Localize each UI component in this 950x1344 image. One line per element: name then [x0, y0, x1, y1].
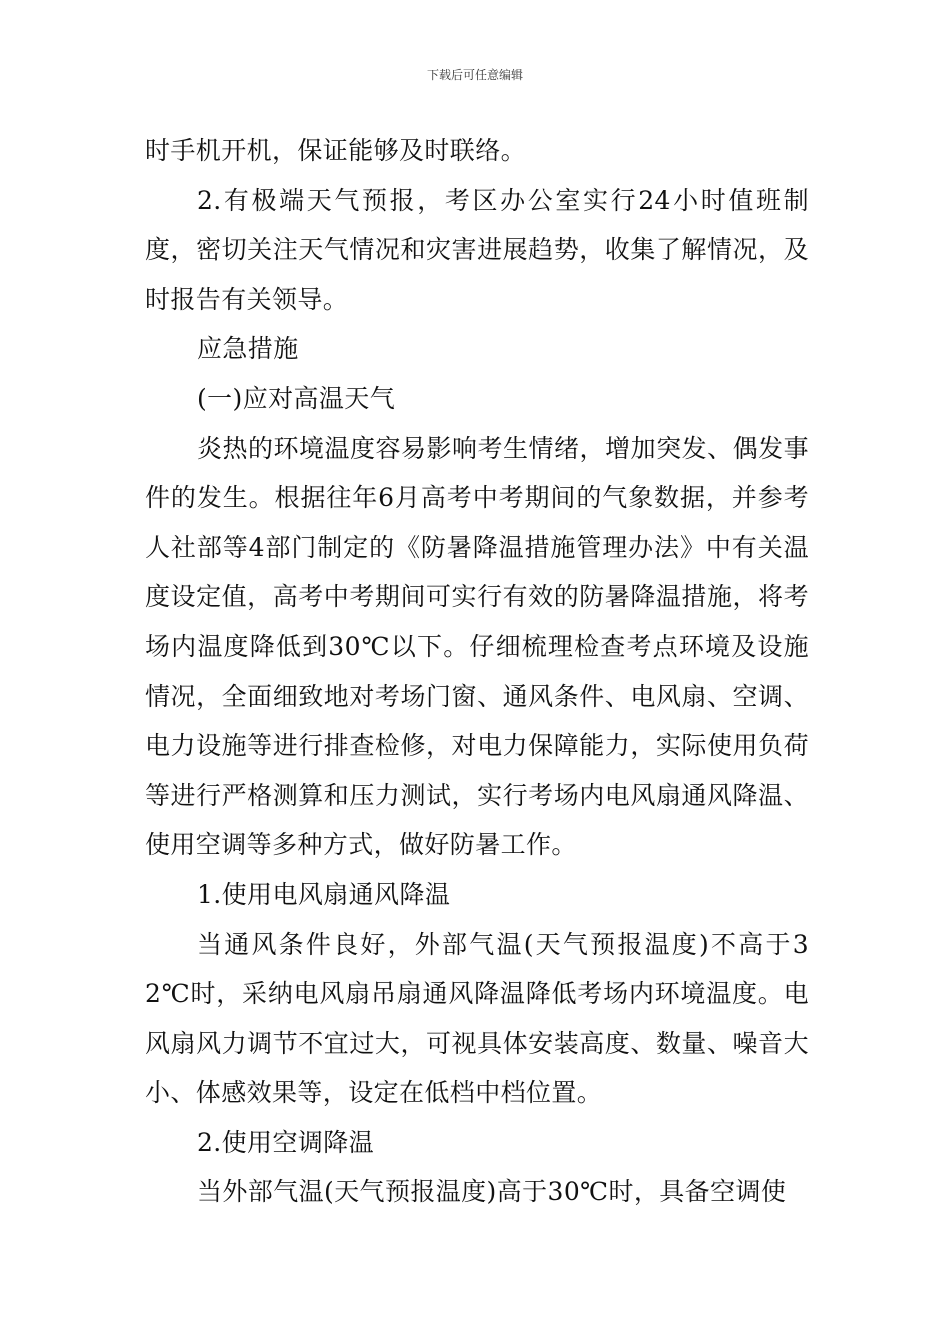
subsection-heading-high-temperature: (一)应对高温天气 — [197, 383, 396, 413]
paragraph-electric-fan: 当通风条件良好，外部气温(天气预报温度)不高于32℃时，采纳电风扇吊扇通风降温降低考场内环境温度。电风扇风力调节不宜过大，可视具体安装高度、数量、噪音大小、体感效果等，设定在低档中档位置。 — [145, 929, 809, 1108]
item-heading-air-conditioning: 2.使用空调降温 — [197, 1127, 375, 1157]
document-body — [145, 126, 809, 1217]
section-heading-emergency-measures: 应急措施 — [197, 334, 299, 364]
paragraph-air-conditioning: 当外部气温(天气预报温度)高于30℃时，具备空调使 — [197, 1177, 787, 1207]
item-heading-electric-fan: 1.使用电风扇通风降温 — [197, 879, 451, 909]
paragraph-continuation: 时手机开机，保证能够及时联络。 — [145, 136, 527, 165]
page-header: 下载后可任意编辑 — [426, 68, 523, 82]
paragraph-duty-system: 2.有极端天气预报，考区办公室实行24小时值班制度，密切关注天气情况和灾害进展趋势，收集了解情况，及时报告有关领导。 — [145, 185, 809, 314]
paragraph-heat-measures: 炎热的环境温度容易影响考生情绪，增加突发、偶发事件的发生。根据往年6月高考中考期间的气象数据，并参考人社部等4部门制定的《防暑降温措施管理办法》中有关温度设定值，高考中考期间可实行有效的防暑降温措施，将考场内温度降低到30℃以下。仔细梳理检查考点环境及设施情况，全面细致地对考场门窗、通风条件、电风扇、空调、电力设施等进行排查检修，对电力保障能力，实际使用负荷等进行严格测算和压力测试，实行考场内电风扇通风降温、使用空调等多种方式，做好防暑工作。 — [145, 433, 809, 860]
